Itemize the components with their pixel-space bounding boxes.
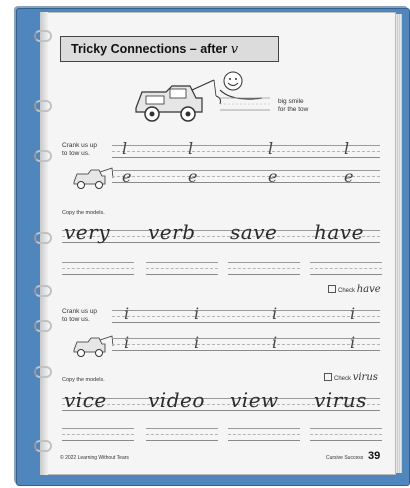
model-letter: l [344, 139, 350, 158]
page-edges [396, 14, 402, 473]
checkbox[interactable] [328, 285, 336, 293]
model-word: save [230, 220, 278, 244]
model-letter: i [272, 304, 278, 323]
model-word: video [148, 388, 205, 412]
practice-line [62, 262, 134, 274]
model-letter: i [350, 333, 356, 352]
crank-instruction: Crank us up to tow us. [62, 142, 98, 157]
title-letter: v [230, 42, 239, 57]
model-letter: i [350, 304, 356, 323]
smile-caption: big smile for the tow [278, 98, 309, 113]
model-letter: l [188, 139, 194, 158]
model-word: vice [64, 388, 107, 412]
model-word: very [64, 220, 110, 244]
writing-guide [112, 170, 380, 182]
page-number: 39 [368, 450, 381, 462]
model-letter: e [268, 167, 278, 186]
spiral-ring [34, 320, 52, 332]
practice-line [146, 262, 218, 274]
spiral-ring [34, 100, 52, 112]
spiral-ring [34, 366, 52, 378]
checkbox[interactable] [324, 373, 332, 381]
check-box-virus[interactable]: Check virus [324, 372, 378, 383]
spiral-ring [34, 30, 52, 42]
crank-instruction: Crank us up to tow us. [62, 308, 98, 323]
model-letter: i [194, 304, 200, 323]
check-word: have [356, 284, 381, 295]
model-letter: i [124, 333, 130, 352]
copy-instruction: Copy the models. [62, 210, 105, 216]
writing-guide [112, 145, 380, 157]
copy-instruction: Copy the models. [62, 377, 105, 383]
model-letter: l [122, 139, 128, 158]
practice-line [310, 262, 382, 274]
model-letter: i [194, 333, 200, 352]
model-word: view [230, 388, 279, 412]
model-word: verb [148, 220, 196, 244]
writing-guide [112, 310, 380, 322]
title-text: Tricky Connections – after [71, 42, 228, 56]
writing-guide [112, 338, 380, 350]
spiral-ring [34, 232, 52, 244]
book-title-footer: Cursive Success [326, 455, 364, 461]
practice-line [62, 428, 134, 440]
model-letter: i [272, 333, 278, 352]
small-tow-truck [72, 164, 116, 190]
check-box-have[interactable]: Check have [328, 284, 381, 295]
model-letter: l [268, 139, 274, 158]
model-word: virus [314, 388, 367, 412]
spiral-ring [34, 440, 52, 452]
spiral-ring [34, 150, 52, 162]
model-word: have [314, 220, 364, 244]
small-tow-truck [72, 332, 116, 358]
model-letter: e [344, 167, 354, 186]
spiral-ring [34, 285, 52, 297]
check-word: virus [352, 372, 378, 383]
model-letter: i [124, 304, 130, 323]
tow-truck-illustration [132, 68, 272, 130]
practice-line [146, 428, 218, 440]
model-letter: e [188, 167, 198, 186]
lesson-title [60, 36, 279, 62]
copyright-footer: © 2022 Learning Without Tears [60, 455, 129, 461]
model-letter: e [122, 167, 132, 186]
practice-line [310, 428, 382, 440]
practice-line [228, 262, 300, 274]
practice-line [228, 428, 300, 440]
